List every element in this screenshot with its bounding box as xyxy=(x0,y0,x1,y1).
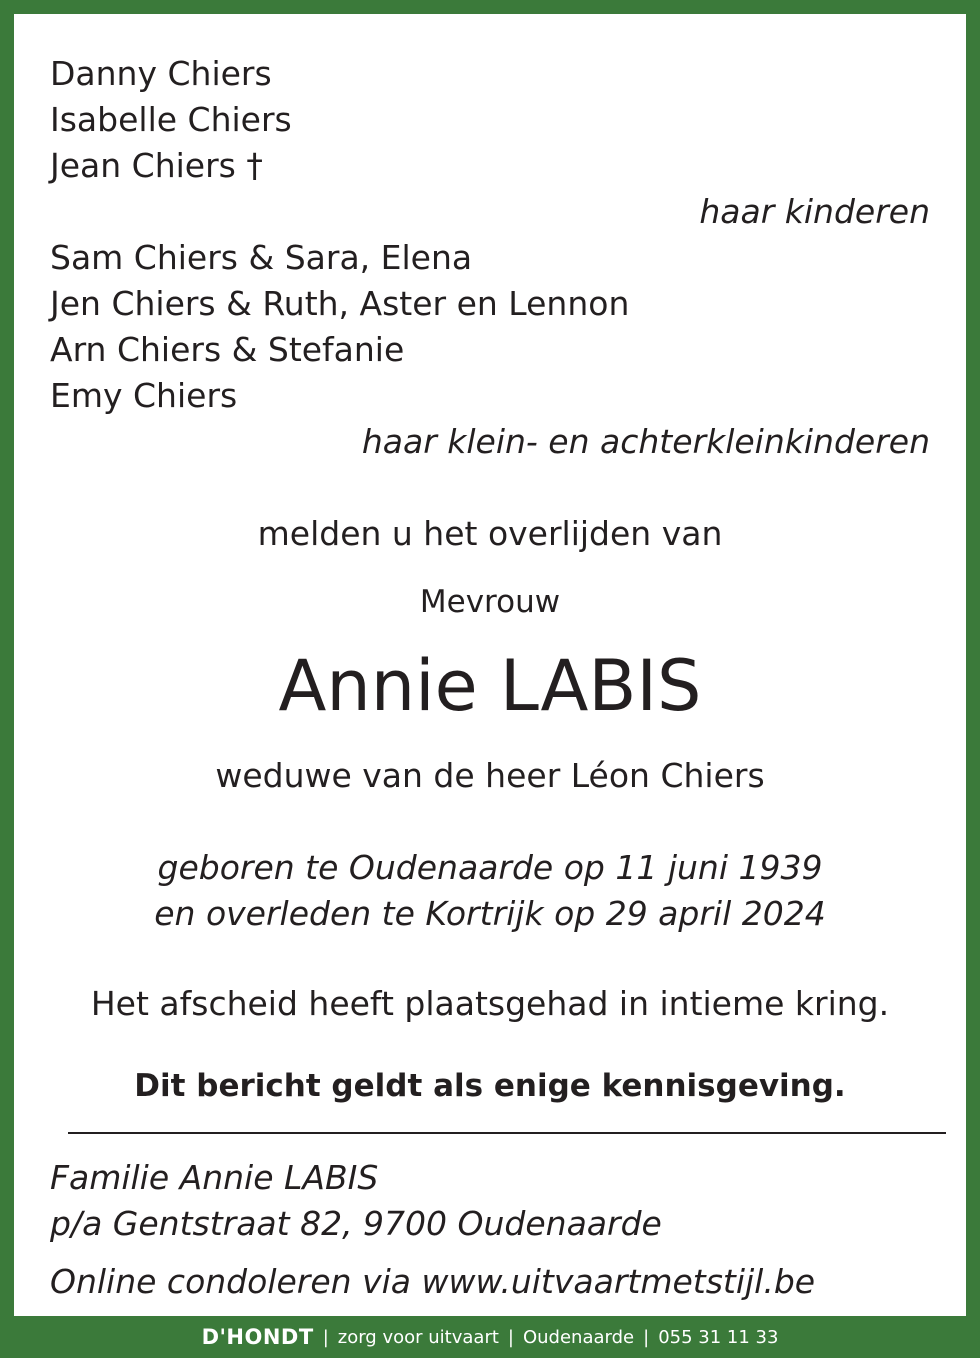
announcement-intro: melden u het overlijden van xyxy=(257,514,723,553)
grandchild-name: Emy Chiers xyxy=(50,376,238,415)
footer-tagline: zorg voor uitvaart xyxy=(337,1326,499,1348)
child-name: Isabelle Chiers xyxy=(50,100,292,139)
footer-bar xyxy=(0,1316,980,1358)
deceased-name: Annie LABIS xyxy=(278,645,702,727)
death-line: en overleden te Kortrijk op 29 april 2024 xyxy=(154,894,826,933)
separator: | xyxy=(322,1326,329,1348)
footer-phone: 055 31 11 33 xyxy=(658,1326,779,1348)
divider xyxy=(68,1132,946,1134)
farewell-line: Het afscheid heeft plaatsgehad in intieme kring. xyxy=(90,984,890,1023)
separator: | xyxy=(643,1326,650,1348)
grandchildren-caption: haar klein- en achterkleinkinderen xyxy=(361,422,930,461)
brand-logo: D'HONDT xyxy=(201,1325,314,1349)
footer-city: Oudenaarde xyxy=(522,1326,635,1348)
salutation: Mevrouw xyxy=(419,584,561,620)
grandchild-name: Jen Chiers & Ruth, Aster en Lennon xyxy=(50,284,630,323)
children-caption: haar kinderen xyxy=(699,192,930,231)
notice-line: Dit bericht geldt als enige kennisgeving. xyxy=(134,1068,846,1104)
grandchild-name: Arn Chiers & Stefanie xyxy=(50,330,405,369)
address-line: p/a Gentstraat 82, 9700 Oudenaarde xyxy=(50,1204,662,1243)
child-name: Jean Chiers † xyxy=(50,146,263,185)
separator: | xyxy=(507,1326,514,1348)
family-line: Familie Annie LABIS xyxy=(50,1158,379,1197)
child-name: Danny Chiers xyxy=(50,54,272,93)
relation-line: weduwe van de heer Léon Chiers xyxy=(215,756,765,795)
condolences-line: Online condoleren via www.uitvaartmetstijl.be xyxy=(50,1262,816,1301)
birth-line: geboren te Oudenaarde op 11 juni 1939 xyxy=(157,848,823,887)
obituary-card xyxy=(14,14,966,1316)
grandchild-name: Sam Chiers & Sara, Elena xyxy=(50,238,473,277)
